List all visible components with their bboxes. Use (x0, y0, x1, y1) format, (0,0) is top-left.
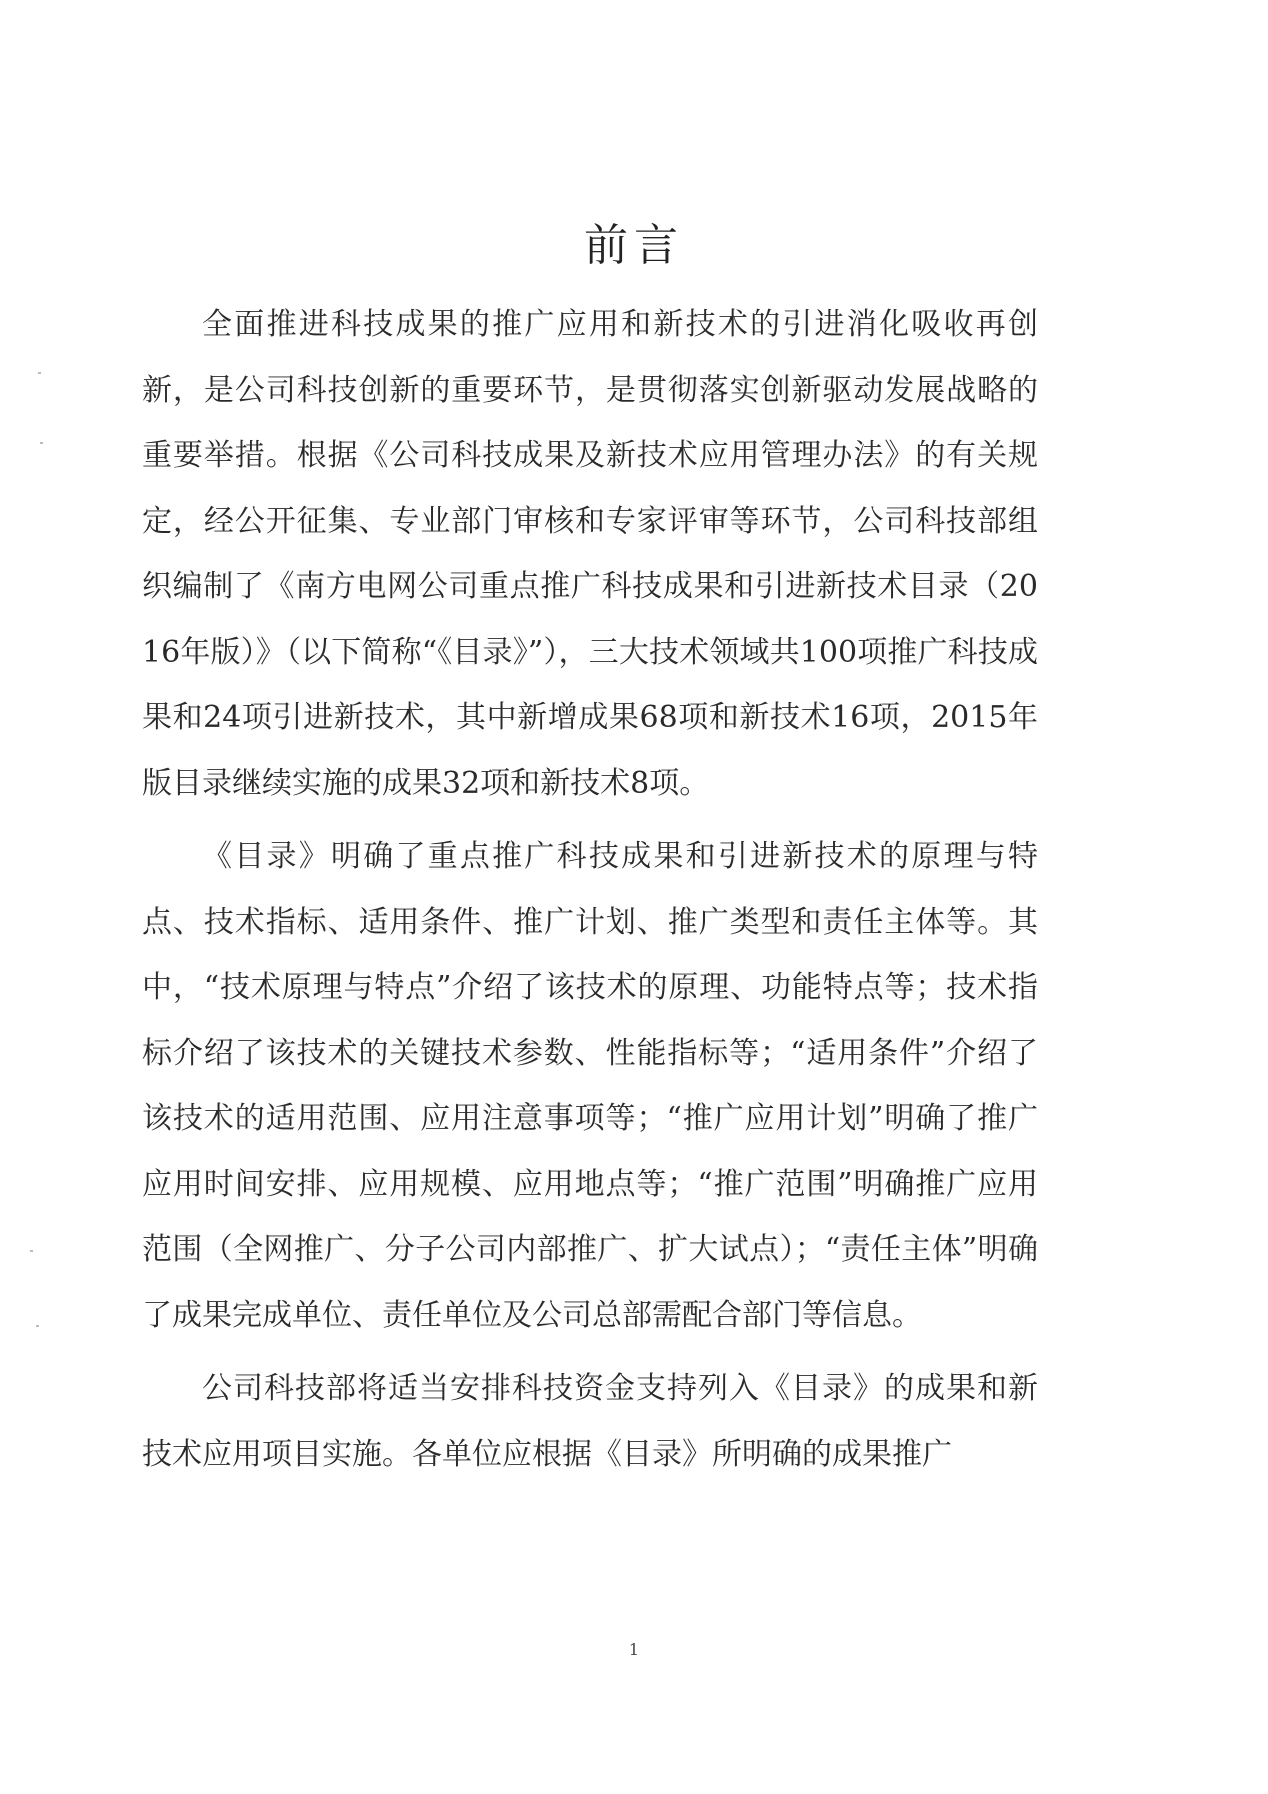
page-number: 1 (628, 1640, 640, 1659)
paragraph-3: 公司科技部将适当安排科技资金支持列入《目录》的成果和新技术应用项目实施。各单位应根据《目录》所明确的成果推广 (142, 1371, 1038, 1472)
document-body (142, 292, 1038, 1487)
paragraph-2: 《目录》明确了重点推广科技成果和引进新技术的原理与特点、技术指标、适用条件、推广计划、推广类型和责任主体等。其中，“技术原理与特点”介绍了该技术的原理、功能特点等；技术指标介绍了该技术的关键技术参数、性能指标等；“适用条件”介绍了该技术的适用范围、应用注意事项等；“推广应用计划”明确了推广应用时间安排、应用规模、应用地点等；“推广范围”明确推广应用范围（全网推广、分子公司内部推广、扩大试点）；“责任主体”明确了成果完成单位、责任单位及公司总部需配合部门等信息。 (142, 839, 1038, 1333)
paragraph-1: 全面推进科技成果的推广应用和新技术的引进消化吸收再创新，是公司科技创新的重要环节，是贯彻落实创新驱动发展战略的重要举措。根据《公司科技成果及新技术应用管理办法》的有关规定，经公开征集、专业部门审核和专家评审等环节，公司科技部组织编制了《南方电网公司重点推广科技成果和引进新技术目录（2016年版）》（以下简称“《目录》”），三大技术领域共100项推广科技成果和24项引进新技术，其中新增成果68项和新技术16项，2015年版目录继续实施的成果32项和新技术8项。 (142, 307, 1038, 801)
page-title: 前言 (584, 220, 684, 272)
